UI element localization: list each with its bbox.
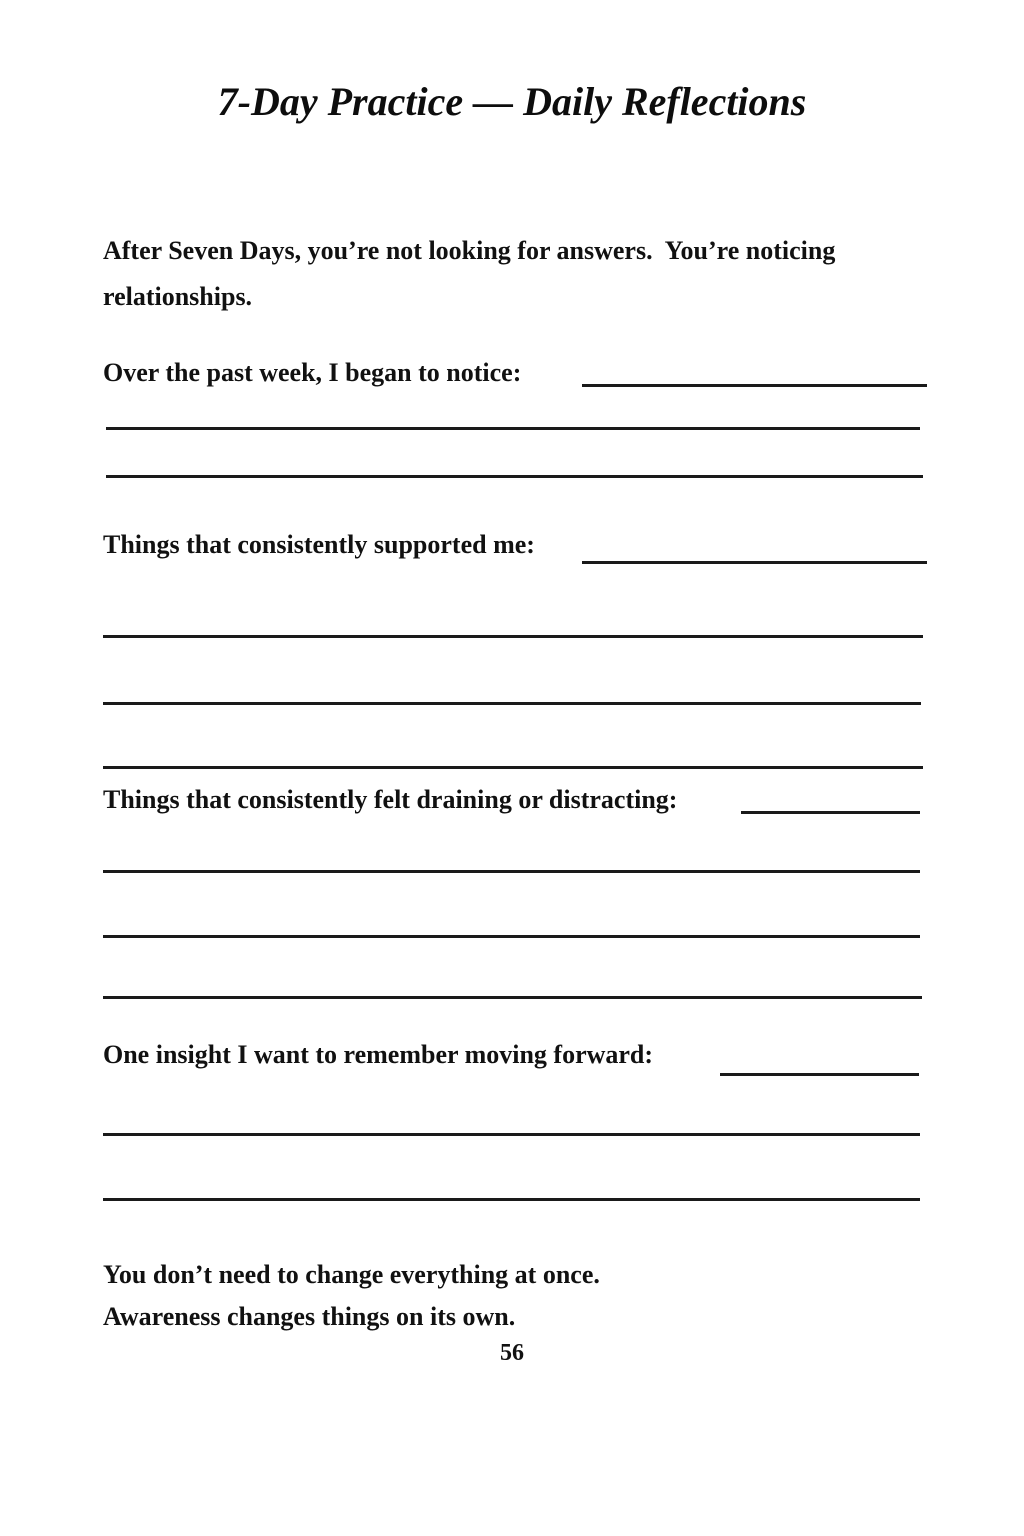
- intro-line-2: relationships.: [103, 282, 253, 311]
- inline-answer-line-draining[interactable]: [741, 811, 920, 814]
- intro-paragraph: [103, 228, 923, 320]
- intro-line-1: After Seven Days, you’re not looking for answers. You’re noticing: [103, 236, 836, 265]
- page-number: 56: [500, 1340, 524, 1366]
- inline-answer-line-notice[interactable]: [582, 384, 927, 387]
- answer-line-supported-2[interactable]: [103, 702, 921, 705]
- prompt-label-supported: Things that consistently supported me:: [103, 530, 535, 559]
- answer-line-draining-2[interactable]: [103, 935, 920, 938]
- prompt-label-insight: One insight I want to remember moving forward:: [103, 1040, 654, 1069]
- answer-line-notice-1[interactable]: [106, 427, 920, 430]
- closing-line-2: Awareness changes things on its own.: [103, 1302, 516, 1331]
- prompt-label-notice: Over the past week, I began to notice:: [103, 358, 522, 387]
- closing-paragraph: [103, 1254, 600, 1338]
- inline-answer-line-insight[interactable]: [720, 1073, 919, 1076]
- closing-line-1: You don’t need to change everything at once.: [103, 1260, 600, 1289]
- prompt-label-draining: Things that consistently felt draining or distracting:: [103, 785, 678, 814]
- answer-line-notice-2[interactable]: [106, 475, 923, 478]
- answer-line-insight-1[interactable]: [103, 1133, 920, 1136]
- answer-line-supported-1[interactable]: [103, 635, 923, 638]
- page-title: 7-Day Practice — Daily Reflections: [217, 79, 807, 124]
- answer-line-draining-3[interactable]: [103, 996, 922, 999]
- answer-line-insight-2[interactable]: [103, 1198, 920, 1201]
- answer-line-draining-1[interactable]: [103, 870, 920, 873]
- answer-line-supported-3[interactable]: [103, 766, 923, 769]
- inline-answer-line-supported[interactable]: [582, 561, 927, 564]
